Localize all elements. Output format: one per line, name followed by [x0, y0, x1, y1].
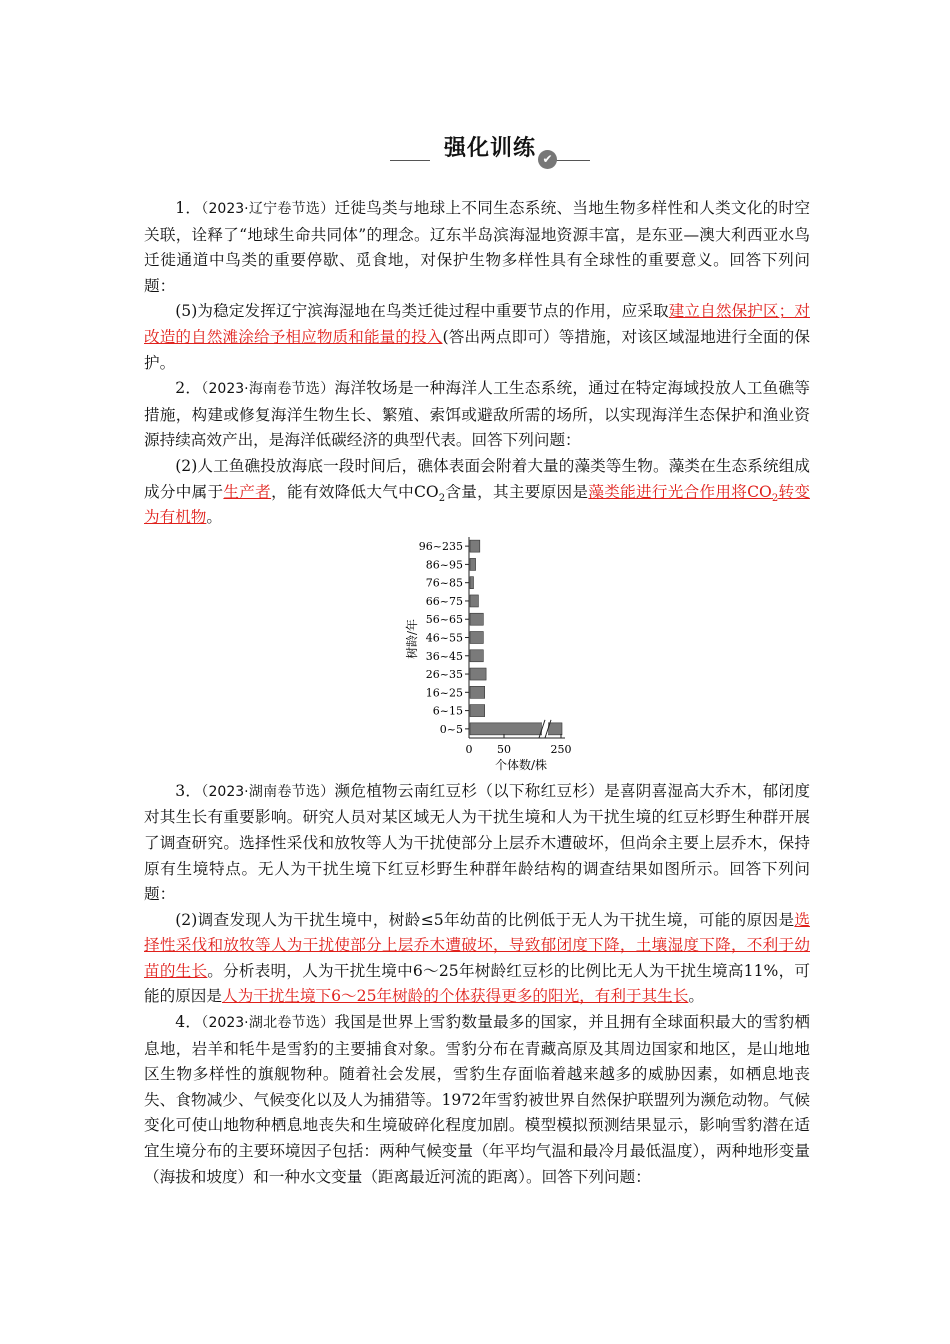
y-tick-label: 96~235 — [418, 539, 463, 553]
y-tick-label: 66~75 — [425, 594, 463, 608]
chart-bar — [470, 540, 480, 552]
q1-number: 1． — [175, 199, 202, 217]
q2-answer-2a: 藻类能进行光合作用将CO — [588, 482, 772, 501]
axis-break-gap — [542, 721, 548, 737]
page-title: 强化训练 — [430, 132, 550, 166]
chart-bar — [470, 649, 483, 661]
x-axis-label: 个体数/株 — [494, 757, 548, 772]
section-header — [0, 130, 950, 170]
q1-source: （2023·辽宁卷节选） — [201, 201, 335, 217]
q2-end: 。 — [206, 508, 222, 527]
chart-bar — [470, 631, 483, 643]
q1-answer: 建立自然保护区；对改造的自然滩涂给予相应物质和能量的投入 — [144, 302, 810, 346]
chart-bar — [470, 704, 485, 716]
q2-source: （2023·海南卷节选） — [201, 381, 335, 398]
q2-subscript: 2 — [438, 492, 446, 504]
q4-source: （2023·湖北卷节选） — [201, 1015, 335, 1032]
x-tick-label: 250 — [550, 742, 572, 756]
chart-svg — [144, 531, 810, 779]
chart-bar — [470, 558, 476, 570]
q4-text: 我国是世界上雪豹数量最多的国家，并且拥有全球面积最大的雪豹栖息地，岩羊和牦牛是雪豹的主要捕食对象。雪豹分布在青藏高原及其周边国家和地区，是山地地区生物多样性的旗舰物种。随着社会发展，雪豹生存面临着越来越多的威胁因素，如栖息地丧失、食物减少、气候变化以及人为捕猎等。1972年雪豹被世界自然保护联盟列为濒危动物。气候变化可使山地物种栖息地丧失和生境破碎化程度加剧。模型模拟预测结果显示，影响雪豹潜在适宜生境分布的主要环境因子包括：两种气候变量（年平均气温和最冷月最低温度），两种地形变量（海拔和坡度）和一种水文变量（距离最近河流的距离）。回答下列问题： — [144, 1013, 810, 1186]
q1-stem — [144, 196, 810, 299]
q3-sub-mid: 。分析表明，人为干扰生境中6～25年树龄红豆杉的比例比无人为干扰生境高11%，可能的原因是 — [144, 961, 810, 1006]
q1-sub-tail: (答出两点即可）等措施，对该区域湿地进行全面的保护。 — [144, 327, 810, 372]
checkmark-icon: ✔ — [538, 150, 557, 169]
y-tick-label: 86~95 — [425, 558, 463, 572]
q3-answer-1: 选择性采伐和放牧等人为干扰使部分上层乔木遭破坏，导致郁闭度下降，土壤湿度下降，不利于幼苗的生长 — [144, 910, 810, 980]
document-body — [144, 196, 810, 1190]
x-tick-label: 0 — [465, 742, 473, 756]
q2-stem — [144, 376, 810, 454]
y-axis-label: 树龄/年 — [405, 618, 419, 659]
y-tick-label: 0~5 — [439, 722, 463, 736]
q2-answer-subscript: 2 — [771, 492, 779, 504]
q3-number: 3． — [175, 781, 202, 800]
q3-stem — [144, 779, 810, 908]
q4-stem — [144, 1010, 810, 1190]
q1-sub — [144, 299, 810, 376]
y-tick-label: 46~55 — [425, 631, 463, 645]
q4-number: 4． — [175, 1013, 202, 1032]
age-structure-chart — [144, 531, 810, 779]
chart-bar — [470, 576, 474, 588]
chart-bar — [470, 613, 483, 625]
q2-sub — [144, 454, 810, 531]
q2-sub-text: (2)人工鱼礁投放海底一段时间后，礁体表面会附着大量的藻类等生物。藻类在生态系统组成成分中属于 — [144, 456, 810, 501]
y-tick-label: 36~45 — [425, 649, 463, 663]
chart-bar — [470, 668, 486, 680]
q2-answer-2b: 转变为有机物 — [144, 482, 810, 527]
chart-bar — [470, 686, 485, 698]
q3-source: （2023·湖南卷节选） — [201, 783, 335, 800]
q2-sub-mid: ，能有效降低大气中CO — [271, 482, 439, 501]
y-tick-label: 76~85 — [425, 576, 463, 590]
q2-answer-1: 生产者 — [223, 482, 272, 501]
q1-text: 迁徙鸟类与地球上不同生态系统、当地生物多样性和人类文化的时空关联，诠释了“地球生命共同体”的理念。辽东半岛滨海湿地资源丰富，是东亚—澳大利西亚水鸟迁徙通道中鸟类的重要停歇、觅食地，对保护生物多样性具有全球性的重要意义。回答下列问题： — [144, 199, 810, 295]
chart-bar — [470, 595, 478, 607]
q2-sub-mid-2: 含量，其主要原因是 — [445, 482, 589, 501]
q2-text: 海洋牧场是一种海洋人工生态系统，通过在特定海域投放人工鱼礁等措施，构建或修复海洋生物生长、繁殖、索饵或避敌所需的场所，以实现海洋生态保护和渔业资源持续高效产出，是海洋低碳经济的典型代表。回答下列问题： — [144, 379, 810, 450]
y-tick-label: 26~35 — [425, 667, 463, 681]
y-tick-label: 16~25 — [425, 686, 463, 700]
q3-text: 濒危植物云南红豆杉（以下称红豆杉）是喜阴喜湿高大乔木，郁闭度对其生长有重要影响。研究人员对某区域无人为干扰生境和人为干扰生境的红豆杉野生种群开展了调查研究。选择性采伐和放牧等人为干扰使部分上层乔木遭破坏，但尚余主要上层乔木，保持原有生境特点。无人为干扰生境下红豆杉野生种群年龄结构的调查结果如图所示。回答下列问题： — [144, 781, 810, 904]
q2-number: 2． — [175, 379, 202, 398]
q3-answer-2: 人为干扰生境下6～25年树龄的个体获得更多的阳光，有利于其生长 — [221, 987, 689, 1006]
q1-sub-text: (5)为稳定发挥辽宁滨海湿地在鸟类迁徙过程中重要节点的作用，应采取 — [175, 302, 669, 321]
q3-end: 。 — [688, 987, 704, 1006]
y-tick-label: 56~65 — [425, 612, 463, 626]
y-tick-label: 6~15 — [432, 704, 463, 718]
q3-sub-text: (2)调查发现人为干扰生境中，树龄≤5年幼苗的比例低于无人为干扰生境，可能的原因是 — [175, 910, 795, 929]
q3-sub — [144, 908, 810, 1010]
x-tick-label: 50 — [497, 742, 511, 756]
